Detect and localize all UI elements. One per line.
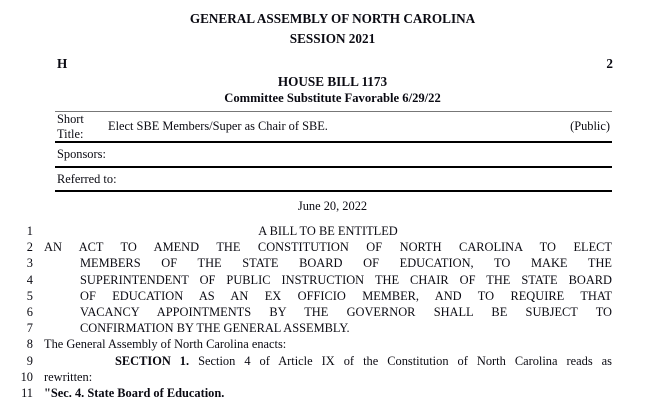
bill-line (0, 320, 665, 336)
line-number: 1 (26, 224, 33, 238)
short-title-label: Short Title: (57, 111, 84, 141)
sponsors-row (55, 143, 612, 168)
line-number: 3 (26, 256, 33, 271)
plain-text: A BILL TO BE ENTITLED (258, 224, 398, 238)
line-text (44, 288, 612, 304)
line-number: 5 (26, 288, 33, 303)
plain-text: VACANCY APPOINTMENTS BY THE GOVERNOR SHALL BE SUBJECT TO (80, 304, 612, 319)
bill-body (0, 223, 665, 401)
bill-line (0, 272, 665, 288)
line-number: 7 (26, 321, 33, 336)
short-title-row (55, 112, 612, 143)
assembly-title: GENERAL ASSEMBLY OF NORTH CAROLINA (189, 11, 476, 26)
bold-text: "Sec. 4. State Board of Education. (44, 385, 225, 400)
public-tag: (Public) (570, 119, 610, 133)
line-number: 10 (20, 369, 33, 384)
bill-title: HOUSE BILL 1173 (277, 74, 388, 89)
bold-text: SECTION 1. (115, 353, 190, 368)
plain-text: Section 4 of Article IX of the Constitution of North Carolina reads as (189, 353, 613, 368)
line-text (44, 239, 612, 255)
committee-substitute-line: Committee Substitute Favorable 6/29/22 (224, 91, 441, 105)
bill-line (0, 288, 665, 304)
bill-meta-table (55, 111, 612, 192)
bill-line (0, 336, 665, 352)
line-text (44, 353, 612, 369)
line-number: 11 (21, 385, 33, 400)
plain-text: SUPERINTENDENT OF PUBLIC INSTRUCTION THE CHAIR OF THE STATE BOARD (80, 272, 612, 287)
line-text (44, 223, 612, 239)
plain-text: CONFIRMATION BY THE GENERAL ASSEMBLY. (80, 321, 350, 336)
edition-number: 2 (606, 56, 613, 71)
sponsors-label: Sponsors: (57, 147, 106, 161)
referred-to-label: Referred to: (57, 171, 117, 186)
plain-text: OF EDUCATION AS AN EX OFFICIO MEMBER, AND TO REQUIRE THAT (80, 288, 612, 303)
line-number: 9 (26, 353, 33, 368)
bill-line (0, 385, 665, 401)
chamber-letter: H (57, 56, 68, 71)
line-text (44, 336, 612, 352)
bill-line (0, 369, 665, 385)
bill-line (0, 255, 665, 271)
referred-to-row (55, 168, 612, 192)
session-title: SESSION 2021 (289, 31, 376, 46)
line-number: 2 (26, 240, 33, 255)
line-text (44, 272, 612, 288)
date-line: June 20, 2022 (297, 199, 368, 213)
line-text (44, 385, 612, 401)
short-title-value: Elect SBE Members/Super as Chair of SBE. (108, 119, 328, 133)
line-number: 6 (26, 304, 33, 319)
bill-line (0, 223, 665, 239)
plain-text: rewritten: (44, 369, 93, 384)
line-text (44, 255, 612, 271)
line-text (44, 304, 612, 320)
line-text (44, 320, 612, 336)
line-number: 8 (26, 337, 33, 352)
chamber-edition-row (0, 56, 665, 71)
bill-line (0, 239, 665, 255)
line-text (44, 369, 612, 385)
plain-text: The General Assembly of North Carolina enacts: (44, 337, 287, 352)
plain-text: AN ACT TO AMEND THE CONSTITUTION OF NORTH CAROLINA TO ELECT (44, 240, 612, 255)
plain-text: MEMBERS OF THE STATE BOARD OF EDUCATION, TO MAKE THE (80, 256, 612, 271)
bill-line (0, 353, 665, 369)
bill-line (0, 304, 665, 320)
line-number: 4 (26, 272, 33, 287)
